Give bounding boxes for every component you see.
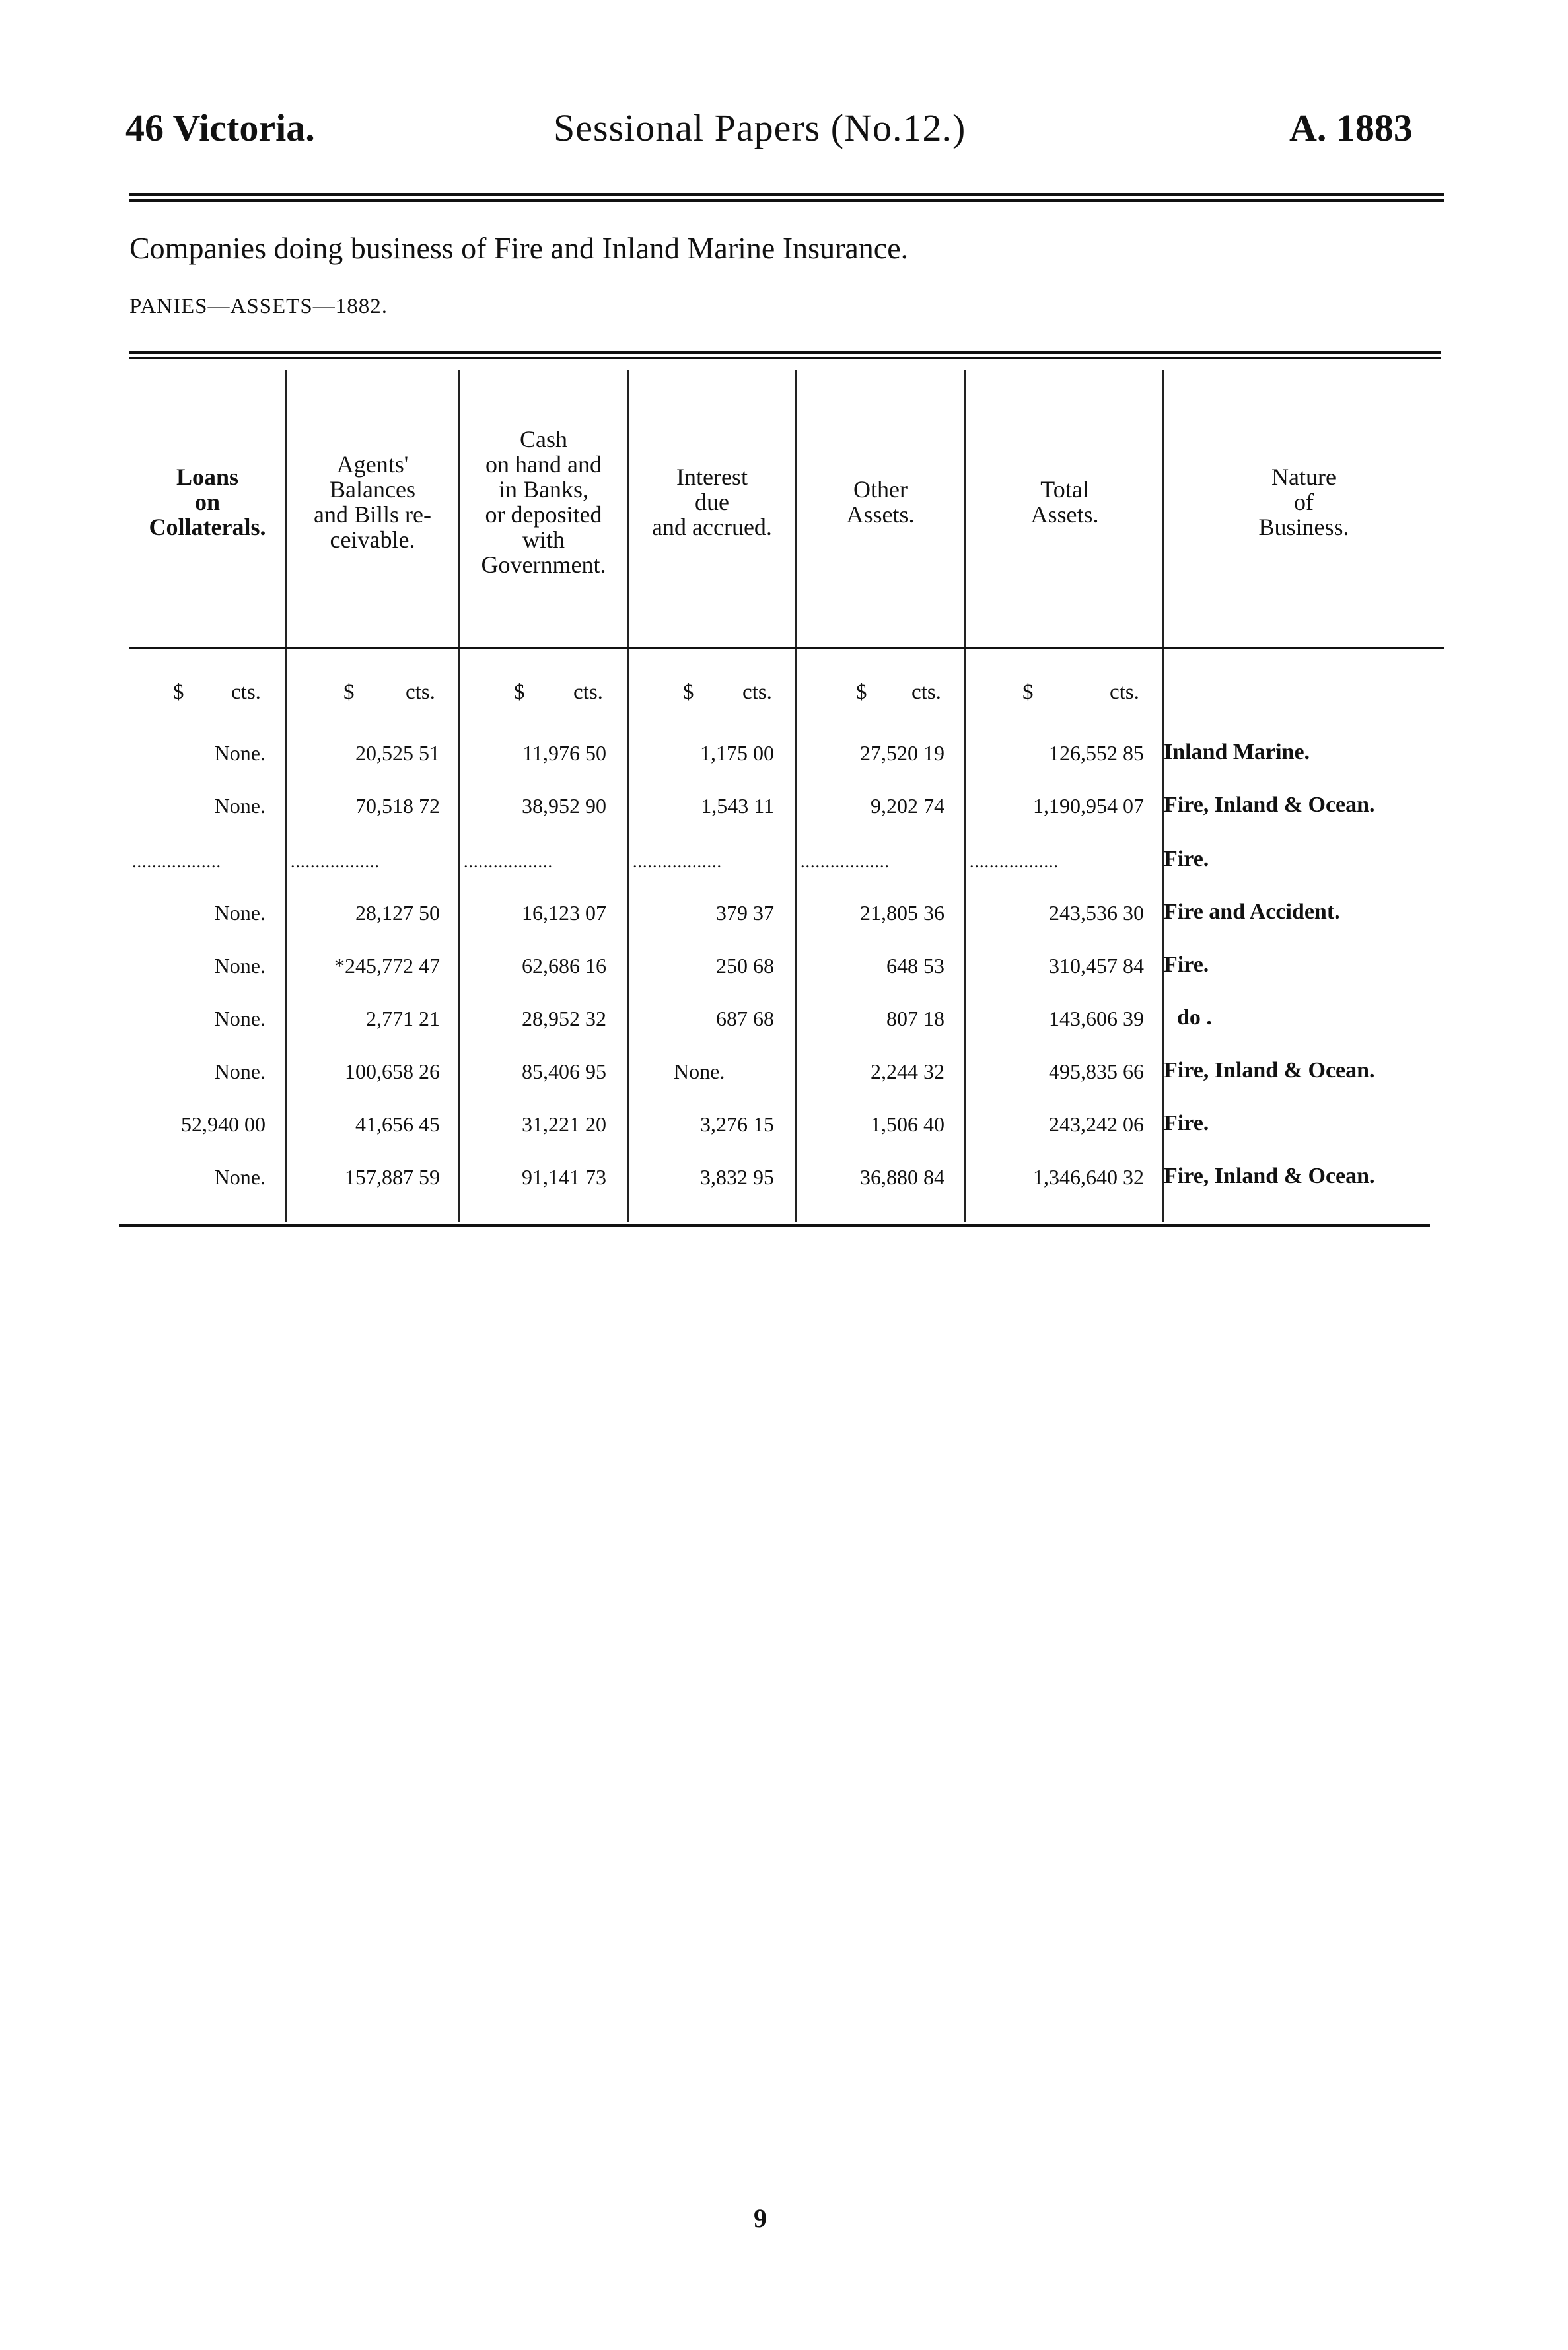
table-cell-total: 310,457 84 bbox=[1049, 954, 1144, 978]
column-nature-header: Nature of Business. bbox=[1258, 464, 1349, 540]
units-dollar: $ bbox=[856, 680, 867, 704]
table-cell-total: 243,536 30 bbox=[1049, 901, 1144, 925]
table-cell-nature: Fire. bbox=[1164, 1111, 1209, 1135]
table-cell-interest: 687 68 bbox=[716, 1007, 774, 1030]
table-cell-agents: 157,887 59 bbox=[345, 1165, 440, 1189]
table-cell-nature: Fire, Inland & Ocean. bbox=[1164, 793, 1375, 817]
table-cell-other: 36,880 84 bbox=[860, 1165, 944, 1189]
table-cell-nature: Fire. bbox=[1164, 952, 1209, 977]
table-cell-loans: None. bbox=[214, 1165, 266, 1189]
table-cell-total-dots: .................. bbox=[970, 852, 1059, 871]
header-rule-bottom bbox=[129, 199, 1444, 202]
units-cents: cts. bbox=[573, 680, 603, 704]
table-cell-agents: 70,518 72 bbox=[355, 794, 440, 818]
table-cell-other: 1,506 40 bbox=[871, 1112, 944, 1136]
table-cell-agents-dots: .................. bbox=[291, 852, 380, 871]
column-interest-header: Interest due and accrued. bbox=[652, 464, 772, 540]
table-cell-nature: Fire, Inland & Ocean. bbox=[1164, 1164, 1375, 1188]
table-cell-agents: 41,656 45 bbox=[355, 1112, 440, 1136]
header-year: A. 1883 bbox=[1289, 106, 1413, 149]
table-cell-total: 143,606 39 bbox=[1049, 1007, 1144, 1030]
table-cell-agents: 100,658 26 bbox=[345, 1059, 440, 1083]
table-top-rule bbox=[129, 351, 1441, 354]
table-cell-interest: 250 68 bbox=[716, 954, 774, 978]
table-cell-total: 126,552 85 bbox=[1049, 741, 1144, 765]
table-cell-other-dots: .................. bbox=[801, 852, 890, 871]
table-cell-total: 1,346,640 32 bbox=[1033, 1165, 1144, 1189]
table-cell-cash-dots: .................. bbox=[464, 852, 553, 871]
table-cell-nature: do . bbox=[1177, 1005, 1212, 1030]
table-cell-interest: 379 37 bbox=[716, 901, 774, 925]
table-cell-interest: 1,543 11 bbox=[701, 794, 774, 818]
table-cell-cash: 16,123 07 bbox=[522, 901, 606, 925]
table-cell-cash: 28,952 32 bbox=[522, 1007, 606, 1030]
units-cents: cts. bbox=[231, 680, 261, 704]
table-cell-agents: 20,525 51 bbox=[355, 741, 440, 765]
table-cell-agents: *245,772 47 bbox=[334, 954, 440, 978]
table-cell-interest: 3,276 15 bbox=[700, 1112, 774, 1136]
header-volume: 46 Victoria. bbox=[125, 106, 315, 149]
table-cell-cash: 91,141 73 bbox=[522, 1165, 606, 1189]
header-rule-top bbox=[129, 193, 1444, 196]
table-cell-loans: 52,940 00 bbox=[181, 1112, 266, 1136]
column-other-header: Other Assets. bbox=[846, 476, 915, 528]
header-bottom-rule bbox=[129, 647, 1444, 649]
units-cents: cts. bbox=[1110, 680, 1139, 704]
table-cell-other: 2,244 32 bbox=[871, 1059, 944, 1083]
table-bottom-rule bbox=[119, 1224, 1430, 1227]
table-cell-total: 243,242 06 bbox=[1049, 1112, 1144, 1136]
table-cell-total: 495,835 66 bbox=[1049, 1059, 1144, 1083]
table-cell-loans-dots: .................. bbox=[132, 852, 221, 871]
units-cents: cts. bbox=[406, 680, 435, 704]
table-cell-loans: None. bbox=[214, 741, 266, 765]
units-dollar: $ bbox=[514, 680, 525, 704]
units-cents: cts. bbox=[742, 680, 772, 704]
table-cell-cash: 11,976 50 bbox=[522, 741, 606, 765]
table-top-rule-thin bbox=[129, 357, 1441, 359]
table-cell-cash: 62,686 16 bbox=[522, 954, 606, 978]
column-loans-header: Loans on Collaterals. bbox=[149, 464, 266, 540]
units-dollar: $ bbox=[343, 680, 355, 704]
table-cell-other: 27,520 19 bbox=[860, 741, 944, 765]
units-dollar: $ bbox=[173, 680, 184, 704]
table-cell-nature: Fire, Inland & Ocean. bbox=[1164, 1058, 1375, 1083]
table-cell-loans: None. bbox=[214, 1007, 266, 1030]
table-cell-agents: 28,127 50 bbox=[355, 901, 440, 925]
units-dollar: $ bbox=[683, 680, 694, 704]
header-sessional-papers: Sessional Papers (No.12.) bbox=[553, 106, 966, 149]
table-cell-interest-dots: .................. bbox=[633, 852, 722, 871]
units-dollar: $ bbox=[1022, 680, 1034, 704]
table-cell-loans: None. bbox=[214, 954, 266, 978]
table-cell-cash: 85,406 95 bbox=[522, 1059, 606, 1083]
table-caption: PANIES—ASSETS—1882. bbox=[129, 295, 388, 318]
table-cell-nature: Fire. bbox=[1164, 847, 1209, 871]
page-number: 9 bbox=[754, 2203, 767, 2233]
table-cell-other: 21,805 36 bbox=[860, 901, 944, 925]
table-cell-loans: None. bbox=[214, 1059, 266, 1083]
column-cash-header: Cash on hand and in Banks, or deposited with Government. bbox=[481, 426, 606, 578]
table-cell-nature: Inland Marine. bbox=[1164, 740, 1310, 764]
table-cell-nature: Fire and Accident. bbox=[1164, 900, 1340, 924]
table-cell-other: 648 53 bbox=[886, 954, 944, 978]
table-cell-cash: 38,952 90 bbox=[522, 794, 606, 818]
page-subtitle: Companies doing business of Fire and Inland Marine Insurance. bbox=[129, 231, 909, 265]
column-total-header: Total Assets. bbox=[1030, 476, 1099, 528]
table-cell-other: 807 18 bbox=[886, 1007, 944, 1030]
units-cents: cts. bbox=[911, 680, 941, 704]
table-cell-loans: None. bbox=[214, 901, 266, 925]
table-cell-total: 1,190,954 07 bbox=[1033, 794, 1144, 818]
column-agents-header: Agents' Balances and Bills re- ceivable. bbox=[314, 451, 431, 553]
table-cell-loans: None. bbox=[214, 794, 266, 818]
table-cell-other: 9,202 74 bbox=[871, 794, 944, 818]
table-cell-interest: None. bbox=[674, 1059, 725, 1083]
table-cell-agents: 2,771 21 bbox=[366, 1007, 440, 1030]
table-cell-interest: 3,832 95 bbox=[700, 1165, 774, 1189]
table-cell-cash: 31,221 20 bbox=[522, 1112, 606, 1136]
table-cell-interest: 1,175 00 bbox=[700, 741, 774, 765]
